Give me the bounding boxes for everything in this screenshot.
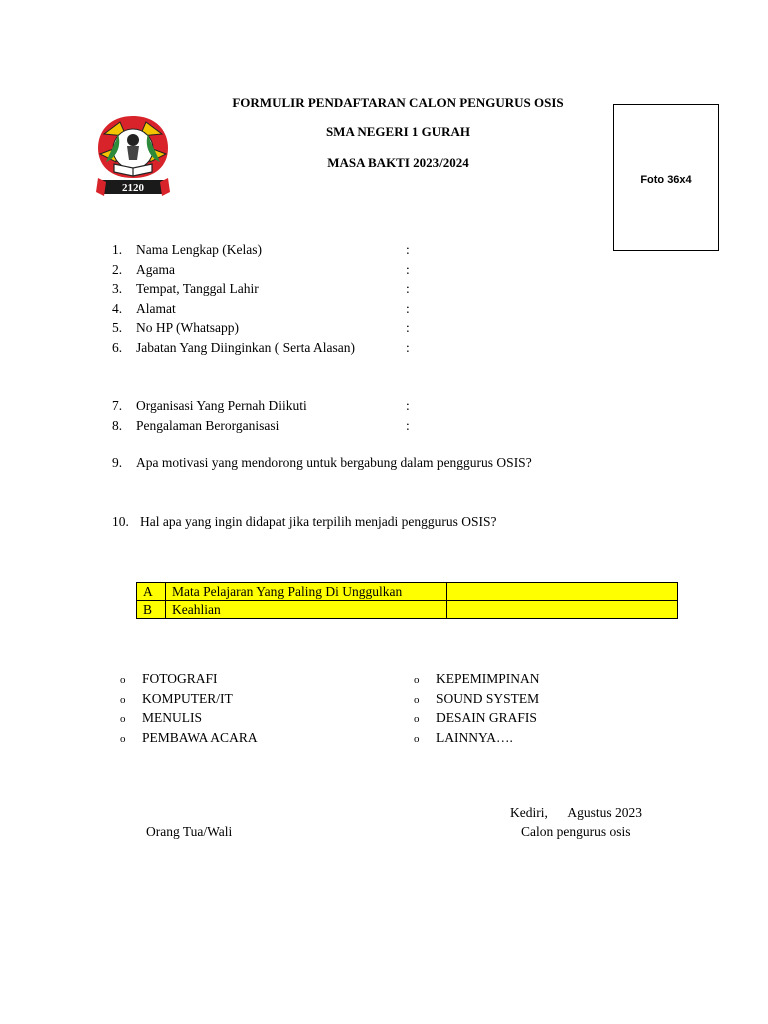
field-colon: : (406, 417, 410, 433)
bullet-icon: o (414, 732, 420, 745)
field-label: Alamat (136, 300, 176, 316)
bullet-icon: o (414, 713, 420, 725)
options-left-column (120, 669, 258, 747)
field-colon: : (406, 242, 410, 257)
field-label: No HP (Whatsapp) (136, 320, 239, 335)
photo-box (613, 104, 719, 251)
field-colon: : (406, 281, 410, 296)
school-logo (92, 112, 174, 204)
row-code: A (137, 583, 166, 601)
field-number: 3. (112, 281, 123, 296)
row-value-cell[interactable] (447, 601, 678, 619)
option-label: FOTOGRAFI (142, 671, 218, 686)
table-row (137, 583, 678, 601)
form-title: FORMULIR PENDAFTARAN CALON PENGURUS OSIS (232, 95, 564, 110)
school-name: SMA NEGERI 1 GURAH (325, 124, 471, 139)
field-colon: : (406, 398, 410, 413)
field-number: 6. (112, 339, 123, 355)
row-code: B (137, 601, 166, 619)
field-number: 5. (112, 320, 123, 335)
bullet-icon: o (120, 732, 126, 745)
option-label: PEMBAWA ACARA (142, 729, 258, 745)
option-label: MENULIS (142, 710, 202, 725)
field-number: 4. (112, 300, 123, 316)
options-right-column (414, 669, 540, 747)
question-text: Hal apa yang ingin didapat jika terpilih menjadi penggurus OSIS? (140, 514, 497, 529)
question-number: 9. (112, 455, 123, 470)
option-item (414, 669, 540, 689)
field-label: Tempat, Tanggal Lahir (136, 281, 259, 296)
field-number: 2. (112, 261, 123, 277)
row-label: Keahlian (166, 601, 447, 619)
bullet-icon: o (120, 674, 126, 686)
option-label: DESAIN GRAFIS (436, 710, 537, 725)
bullet-icon: o (120, 713, 126, 725)
option-item (120, 689, 258, 709)
term-period: MASA BAKTI 2023/2024 (327, 155, 469, 170)
option-item (120, 728, 258, 748)
field-number: 1. (112, 242, 123, 257)
field-label: Agama (136, 261, 175, 277)
field-label: Pengalaman Berorganisasi (136, 417, 280, 433)
field-colon: : (406, 261, 410, 277)
option-item (414, 689, 540, 709)
field-colon: : (406, 320, 410, 335)
field-label: Organisasi Yang Pernah Diikuti (136, 398, 307, 413)
option-item (120, 708, 258, 728)
question-motivation (112, 455, 532, 471)
field-number: 8. (112, 417, 123, 433)
field-label: Nama Lengkap (Kelas) (136, 242, 262, 257)
option-item (414, 708, 540, 728)
field-number: 7. (112, 398, 123, 413)
field-colon: : (406, 339, 410, 355)
option-label: KEPEMIMPINAN (436, 671, 540, 686)
question-number: 10. (112, 514, 129, 529)
candidate-signature-label: Calon pengurus osis (521, 824, 631, 839)
table-row (137, 601, 678, 619)
option-item (120, 669, 258, 689)
bullet-icon: o (414, 693, 420, 706)
field-label: Jabatan Yang Diinginkan ( Serta Alasan) (136, 339, 355, 355)
place-date: Kediri, Agustus 2023 (510, 805, 643, 820)
row-label: Mata Pelajaran Yang Paling Di Unggulkan (166, 583, 447, 601)
row-value-cell[interactable] (447, 583, 678, 601)
parent-signature-label: Orang Tua/Wali (146, 824, 233, 839)
option-label: KOMPUTER/IT (142, 690, 233, 706)
question-text: Apa motivasi yang mendorong untuk bergabung dalam penggurus OSIS? (136, 455, 532, 470)
option-label: SOUND SYSTEM (436, 690, 540, 706)
option-label: LAINNYA…. (436, 729, 513, 745)
bullet-icon: o (414, 674, 420, 686)
subject-skill-table (136, 582, 678, 619)
photo-label: Foto 36x4 (640, 174, 692, 186)
logo-numerals: 2120 (122, 182, 144, 194)
question-expectation (112, 514, 497, 530)
field-colon: : (406, 300, 410, 316)
option-item (414, 728, 540, 748)
bullet-icon: o (120, 693, 126, 706)
